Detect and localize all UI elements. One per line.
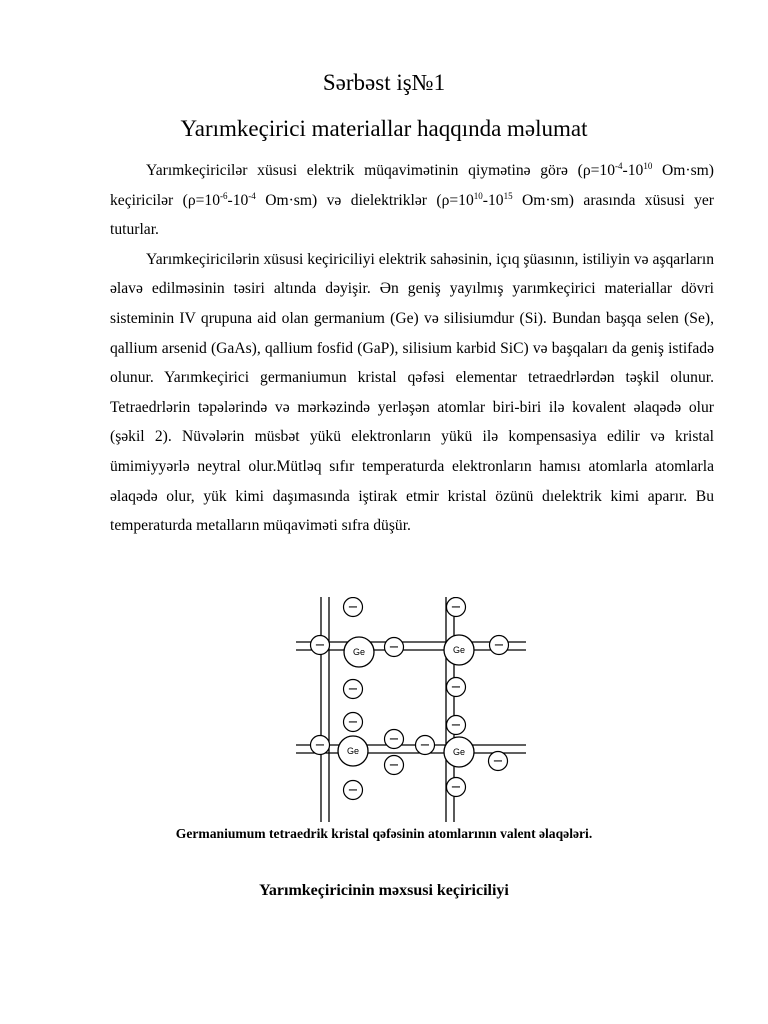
svg-text:−: − — [314, 738, 326, 753]
svg-text:−: − — [347, 783, 359, 798]
svg-text:Ge: Ge — [452, 645, 466, 655]
svg-text:−: − — [450, 780, 462, 795]
germanium-atom — [338, 736, 368, 766]
electron-icon — [385, 756, 404, 775]
electron-icon — [447, 716, 466, 735]
germanium-atom — [444, 635, 474, 665]
para1-sup-4: -4 — [248, 190, 256, 201]
electron-icon — [344, 781, 363, 800]
paragraph-1 — [110, 156, 714, 245]
svg-text:−: − — [314, 638, 326, 653]
para1-text-1: Yarımkeçiricilər xüsusi elektrik müqavimətinin qiymətinə görə (ρ=10 — [146, 162, 616, 179]
svg-text:Ge: Ge — [346, 746, 360, 756]
electron-icon — [489, 752, 508, 771]
svg-text:Ge: Ge — [452, 747, 466, 757]
svg-text:−: − — [347, 715, 359, 730]
germanium-atom — [344, 637, 374, 667]
para1-text-4: -10 — [227, 191, 249, 209]
svg-text:−: − — [450, 680, 462, 695]
electron-icon — [385, 638, 404, 657]
electron-icon — [385, 730, 404, 749]
svg-text:Ge: Ge — [352, 647, 366, 657]
electron-icon — [416, 736, 435, 755]
document-title: Sərbəst iş№1 — [322, 70, 446, 95]
electron-icon — [447, 778, 466, 797]
svg-text:−: − — [492, 754, 504, 769]
electron-icon — [344, 713, 363, 732]
section-heading: Yarımkeçiricinin məxsusi keçiriciliyi — [259, 882, 509, 899]
electron-icon — [490, 636, 509, 655]
germanium-atom — [444, 737, 474, 767]
paragraph-2: Yarımkeçiricilərin xüsusi keçiriciliyi elektrik sahəsinin, içıq şüasının, istiliyin və aşqarların əlavə edilməsinin təsiri altında dəyişir. Ən geniş yayılmış yarımkeçirici materiallar dövri sisteminin IV qrupuna aid olan germanium (Ge) və silisiumdur (Si). Bundan başqa selen (Se), qallium arsenid (GaAs), qallium fosfid (GaP), silisium karbid SiC) və başqaları da geniş istifadə olunur. Yarımkeçirici germaniumun kristal qəfəsi elementar tetraedrlərdən təşkil olunur. Tetraedrlərin təpələrində və mərkəzində yerləşən atomlar biri-biri ilə kovalent əlaqədə olur (şəkil 2). Nüvələrin müsbət yükü elektronların yükü ilə kompensasiya edilir və kristal ümimiyyərlə neytral olur.Mütləq sıfır temperaturda elektronların hamısı atomlarla atomlarla əlaqədə olur, yük kimi daşımasında iştirak etmir kristal özünü dıelektrik kimi aparır. Bu temperaturda metalların müqaviməti sıfra düşür. — [110, 250, 714, 535]
electron-icon — [344, 680, 363, 699]
svg-text:−: − — [450, 600, 462, 615]
svg-text:−: − — [493, 638, 505, 653]
para1-text-2: -10 — [622, 162, 644, 179]
para1-sup-3: -6 — [220, 190, 228, 201]
svg-text:−: − — [388, 732, 400, 747]
svg-text:−: − — [347, 600, 359, 615]
para1-text-6: -10 — [482, 191, 504, 209]
lattice-bonds — [296, 597, 526, 822]
svg-text:−: − — [388, 640, 400, 655]
svg-text:−: − — [347, 682, 359, 697]
para1-sup-5: 10 — [473, 190, 483, 201]
para1-sup-6: 15 — [503, 190, 513, 201]
para1-text-3: Om·sm) keçiricilər (ρ=10 — [110, 162, 715, 209]
document-body — [110, 156, 714, 541]
svg-text:−: − — [419, 738, 431, 753]
document-subtitle: Yarımkeçirici materiallar haqqında məlumat — [180, 116, 588, 141]
para1-sup-2: 10 — [643, 161, 653, 171]
electron-icon — [447, 678, 466, 697]
germanium-lattice-diagram — [296, 597, 526, 822]
para1-text-7: Om·sm) arasında xüsusi yer tuturlar. — [110, 191, 714, 239]
svg-text:−: − — [388, 758, 400, 773]
electron-icon — [311, 736, 330, 755]
electron-group — [311, 598, 509, 800]
svg-text:−: − — [450, 718, 462, 733]
para1-sup-1: -4 — [615, 161, 623, 171]
electron-icon — [344, 598, 363, 617]
para1-text-5: Om·sm) və dielektriklər (ρ=10 — [255, 191, 474, 209]
electron-icon — [311, 636, 330, 655]
electron-icon — [447, 598, 466, 617]
figure-caption: Germaniumum tetraedrik kristal qəfəsinin atomlarının valent əlaqələri. — [175, 826, 593, 841]
